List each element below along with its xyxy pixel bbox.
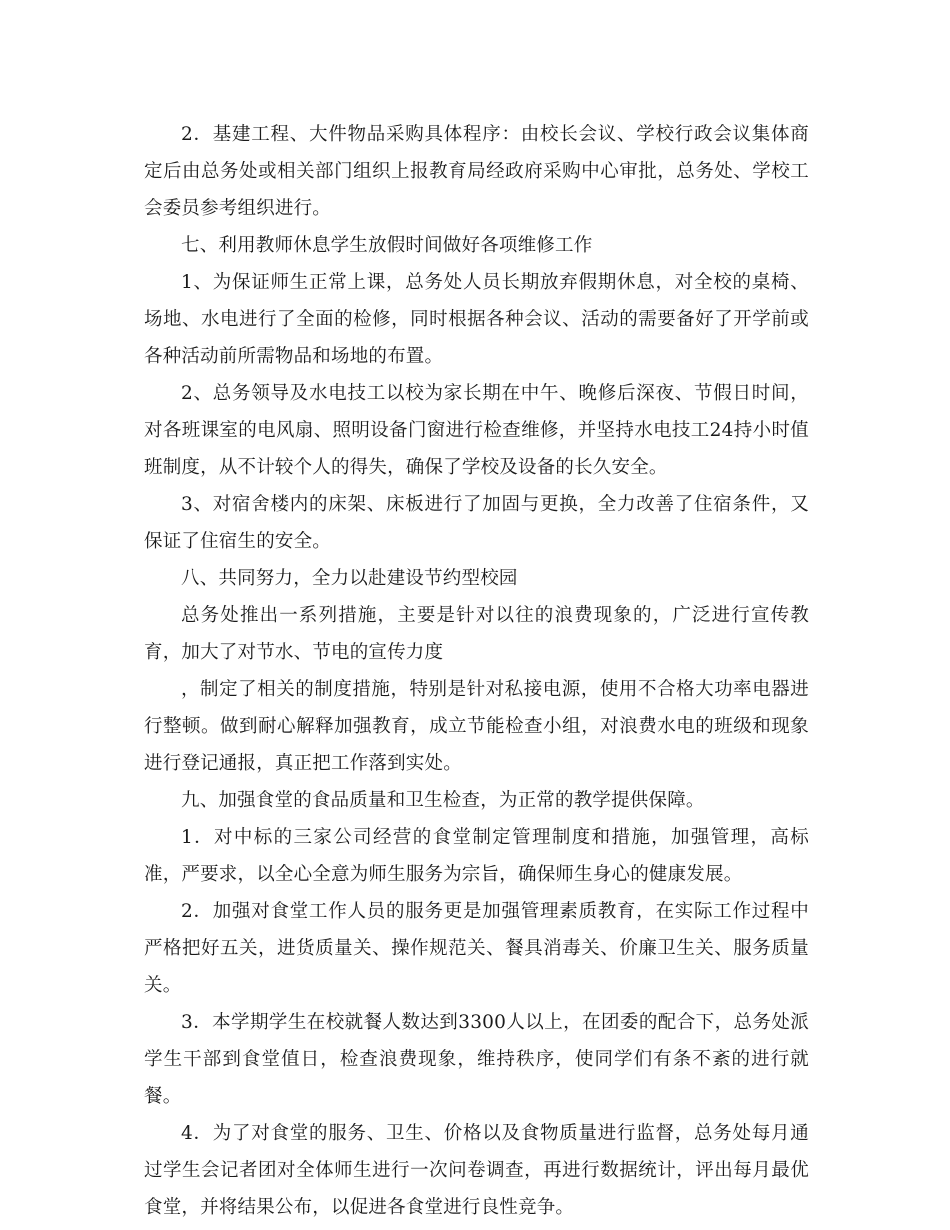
paragraph-canteen-1: 1．对中标的三家公司经营的食堂制定管理制度和措施，加强管理，高标准，严要求，以全心全意为师生服务为宗旨，确保师生身心的健康发展。 (144, 827, 809, 885)
paragraph-basic-construction-procedure: 2．基建工程、大件物品采购具体程序：由校长会议、学校行政会议集体商定后由总务处或相关部门组织上报教育局经政府采购中心审批，总务处、学校工会委员参考组织进行。 (144, 124, 809, 219)
paragraph-maintenance-3: 3、对宿舍楼内的床架、床板进行了加固与更换，全力改善了住宿条件，又保证了住宿生的安全。 (144, 494, 809, 552)
document-body (144, 116, 809, 1226)
paragraph-maintenance-2: 2、总务领导及水电技工以校为家长期在中午、晚修后深夜、节假日时间，对各班课室的电风扇、照明设备门窗进行检查维修，并坚持水电技工24持小时值班制度，从不计较个人的得失，确保了学校及设备的长久安全。 (144, 383, 809, 478)
paragraph-energy-saving-2: ，制定了相关的制度措施，特别是针对私接电源，使用不合格大功率电器进行整顿。做到耐心解释加强教育，成立节能检查小组，对浪费水电的班级和现象进行登记通报，真正把工作落到实处。 (144, 679, 809, 774)
section-heading-canteen: 九、加强食堂的食品质量和卫生检查，为正常的教学提供保障。 (181, 790, 705, 811)
paragraph-maintenance-1: 1、为保证师生正常上课，总务处人员长期放弃假期休息，对全校的桌椅、场地、水电进行了全面的检修，同时根据各种会议、活动的需要备好了开学前或各种活动前所需物品和场地的布置。 (144, 272, 809, 367)
paragraph-canteen-2: 2．加强对食堂工作人员的服务更是加强管理素质教育，在实际工作过程中严格把好五关，进货质量关、操作规范关、餐具消毒关、价廉卫生关、服务质量关。 (144, 901, 809, 996)
paragraph-canteen-4: 4．为了对食堂的服务、卫生、价格以及食物质量进行监督，总务处每月通过学生会记者团对全体师生进行一次问卷调查，再进行数据统计，评出每月最优食堂，并将结果公布，以促进各食堂进行良性竞争。 (144, 1123, 809, 1218)
paragraph-energy-saving-1: 总务处推出一系列措施，主要是针对以往的浪费现象的，广泛进行宣传教育，加大了对节水、节电的宣传力度 (144, 605, 809, 663)
paragraph-canteen-3: 3．本学期学生在校就餐人数达到3300人以上，在团委的配合下，总务处派学生干部到食堂值日，检查浪费现象，维持秩序，使同学们有条不紊的进行就餐。 (144, 1012, 809, 1107)
section-heading-maintenance: 七、利用教师休息学生放假时间做好各项维修工作 (181, 235, 593, 256)
section-heading-energy-saving: 八、共同努力，全力以赴建设节约型校园 (181, 568, 518, 589)
